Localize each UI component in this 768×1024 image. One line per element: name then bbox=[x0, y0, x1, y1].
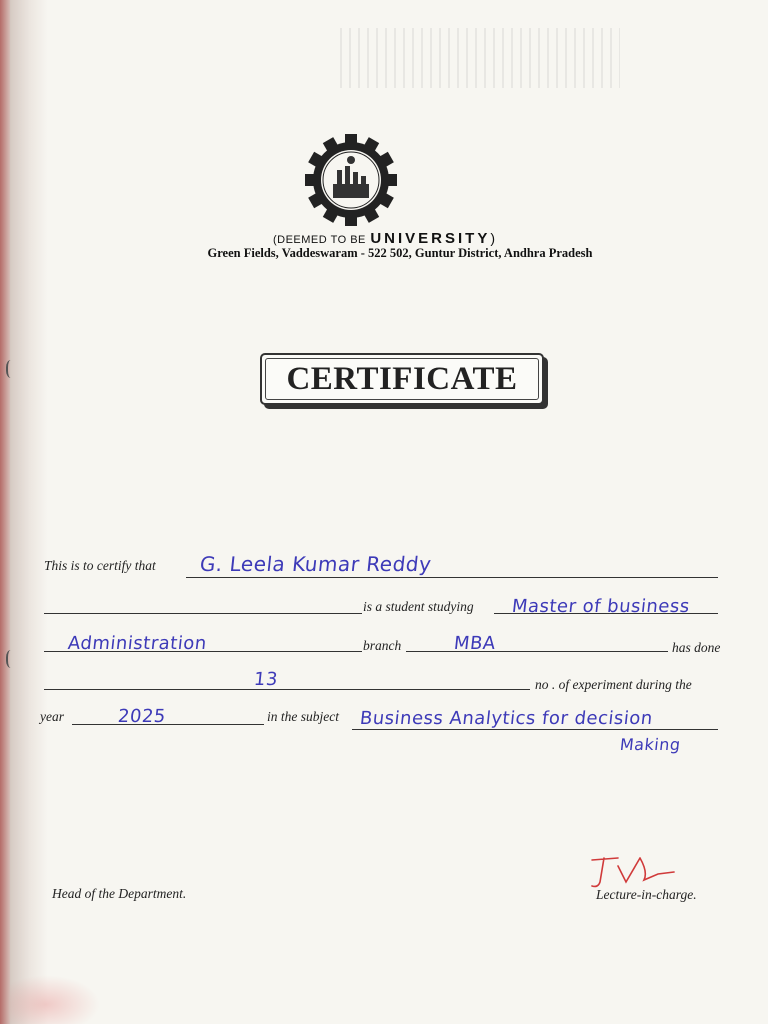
subject-line1: Business Analytics for decision bbox=[358, 708, 654, 729]
student-name: G. Leela Kumar Reddy bbox=[198, 552, 433, 576]
studying-label: is a student studying bbox=[363, 599, 474, 614]
university-address: Green Fields, Vaddeswaram - 522 502, Guntur District, Andhra Pradesh bbox=[207, 246, 593, 260]
certificate-title-box bbox=[260, 353, 544, 405]
subject-underline bbox=[352, 729, 718, 730]
year-value: 2025 bbox=[116, 706, 167, 727]
experiments-value: 13 bbox=[252, 669, 280, 690]
certify-label: This is to certify that bbox=[44, 558, 156, 573]
branch-label: branch bbox=[363, 638, 402, 653]
certificate-title: CERTIFICATE bbox=[265, 358, 539, 400]
subject-label: in the subject bbox=[267, 709, 339, 724]
name-underline bbox=[186, 577, 718, 578]
university-logo-icon bbox=[305, 134, 397, 226]
hod-label: Head of the Department. bbox=[52, 886, 187, 901]
year-label: year bbox=[40, 709, 64, 724]
punch-hole bbox=[6, 650, 18, 668]
blank-underline bbox=[44, 613, 362, 614]
program-line2: Administration bbox=[66, 633, 208, 654]
deemed-suffix: ) bbox=[490, 230, 496, 246]
program-line1: Master of business bbox=[510, 596, 691, 617]
bleed-through-text bbox=[340, 28, 620, 88]
punch-hole bbox=[6, 360, 18, 378]
binding-cover-edge bbox=[0, 0, 10, 1024]
subject-line2: Making bbox=[619, 735, 682, 754]
has-done-label: has done bbox=[672, 640, 721, 655]
branch-underline bbox=[406, 651, 668, 652]
experiments-label: no . of experiment during the bbox=[535, 677, 692, 692]
lecturer-label: Lecture-in-charge. bbox=[596, 887, 697, 902]
year-underline bbox=[72, 724, 264, 725]
red-stain bbox=[10, 975, 100, 1024]
deemed-university: UNIVERSITY bbox=[370, 230, 491, 247]
branch-value: MBA bbox=[452, 633, 497, 654]
experiments-underline bbox=[44, 689, 530, 690]
deemed-prefix: (DEEMED TO BE bbox=[272, 234, 366, 246]
lecturer-signature-icon bbox=[588, 852, 678, 892]
